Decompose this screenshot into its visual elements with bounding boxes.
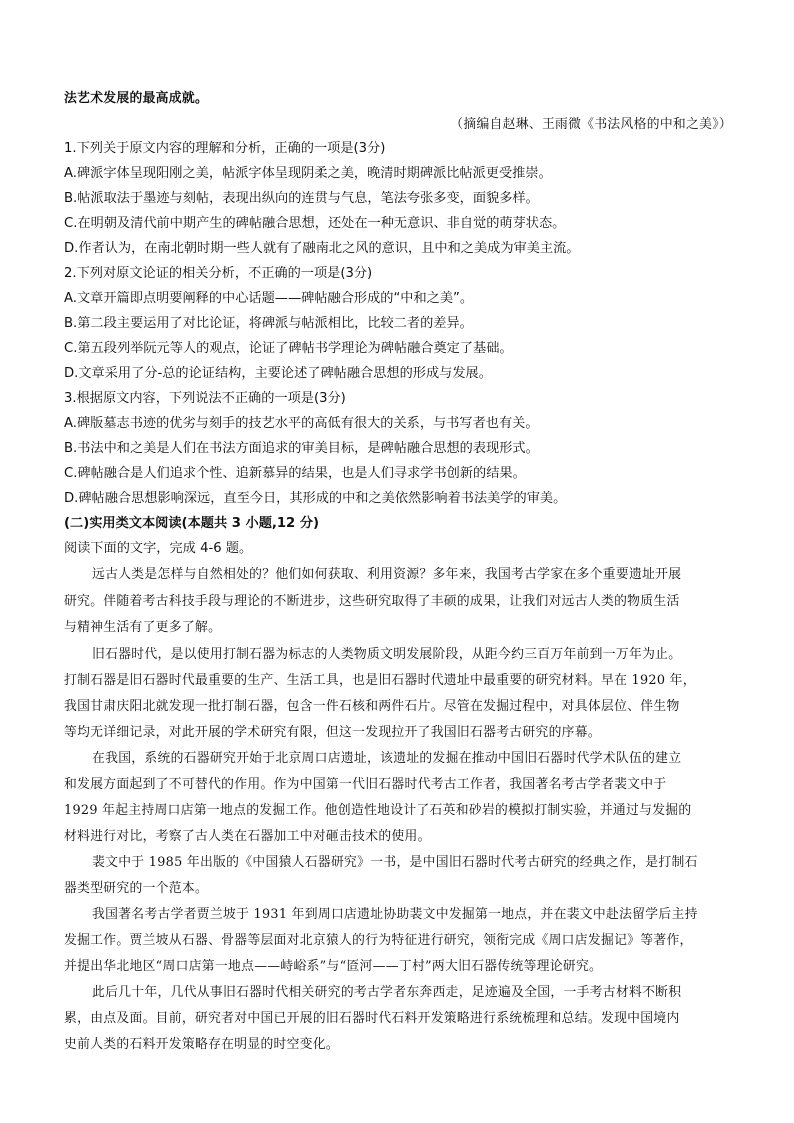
q3-stem: 3.根据原文内容，下列说法不正确的一项是(3分) bbox=[64, 391, 346, 406]
source-note: （摘编自赵琳、王雨微《书法风格的中和之美》） bbox=[450, 117, 732, 132]
passage2-p6-line1: 此后几十年，几代从事旧石器时代相关研究的考古学者东奔西走，足迹遍及全国，一手考古材料不断积 bbox=[92, 985, 682, 1000]
q2-option-d: D.文章采用了分-总的论证结构，主要论述了碑帖融合思想的形成与发展。 bbox=[64, 366, 492, 381]
q3-option-b: B.书法中和之美是人们在书法方面追求的审美目标，是碑帖融合思想的表现形式。 bbox=[64, 441, 539, 456]
q3-option-a: A.碑版墓志书迹的优劣与刻手的技艺水平的高低有很大的关系，与书写者也有关。 bbox=[64, 416, 539, 431]
passage2-p2-line2: 打制石器是旧石器时代最重要的生产、生活工具，也是旧石器时代遗址中最重要的研究材料。早在 1920 年， bbox=[64, 673, 696, 688]
passage2-p2-line4: 等均无详细记录，对此开展的学术研究有限，但这一发现拉开了我国旧石器考古研究的序幕。 bbox=[64, 725, 601, 740]
passage2-p5-line1: 我国著名考古学者贾兰坡于 1931 年到周口店遗址协助裴文中发掘第一地点，并在裴文中赴法留学后主持 bbox=[92, 907, 698, 922]
instruction: 阅读下面的文字，完成 4-6 题。 bbox=[64, 541, 253, 556]
passage2-p2-line3: 我国甘肃庆阳北就发现一批打制石器，包含一件石核和两件石片。尽管在发掘过程中，对具体层位、伴生物 bbox=[64, 699, 680, 714]
q3-option-d: D.碑帖融合思想影响深远，直至今日，其形成的中和之美依然影响着书法美学的审美。 bbox=[64, 491, 567, 506]
q3-option-c: C.碑帖融合是人们追求个性、追新慕异的结果，也是人们寻求学书创新的结果。 bbox=[64, 466, 526, 481]
q1-option-a: A.碑派字体呈现阳刚之美，帖派字体呈现阴柔之美，晚清时期碑派比帖派更受推崇。 bbox=[64, 166, 552, 181]
passage2-p1-line3: 与精神生活有了更多了解。 bbox=[64, 620, 222, 635]
passage2-p1-line2: 研究。伴随着考古科技手段与理论的不断进步，这些研究取得了丰硕的成果，让我们对远古人类的物质生活 bbox=[64, 594, 680, 609]
passage2-p3-line2: 和发展方面起到了不可替代的作用。作为中国第一代旧石器时代考古工作者，我国著名考古学者裴文中于 bbox=[64, 777, 667, 792]
q1-option-b: B.帖派取法于墨迹与刻帖，表现出纵向的连贯与气息，笔法夸张多变，面貌多样。 bbox=[64, 191, 539, 206]
passage2-p5-line2: 发掘工作。贾兰坡从石器、骨器等层面对北京猿人的行为特征进行研究，领衔完成《周口店发掘记》等著作， bbox=[64, 933, 693, 948]
q1-option-c: C.在明朝及清代前中期产生的碑帖融合思想，还处在一种无意识、非自觉的萌芽状态。 bbox=[64, 216, 566, 231]
section2-title: (二)实用类文本阅读(本题共 3 小题,12 分) bbox=[64, 516, 320, 531]
passage2-p6-line3: 史前人类的石料开发策略存在明显的时空变化。 bbox=[64, 1037, 340, 1052]
passage2-p3-line4: 材料进行对比，考察了古人类在石器加工中对砸击技术的使用。 bbox=[64, 829, 431, 844]
passage2-p3-line1: 在我国，系统的石器研究开始于北京周口店遗址，该遗址的发掘在推动中国旧石器时代学术队伍的建立 bbox=[92, 751, 682, 766]
q1-stem: 1.下列关于原文内容的理解和分析，正确的一项是(3分) bbox=[64, 141, 386, 156]
passage2-p3-line3: 1929 年起主持周口店第一地点的发掘工作。他创造性地设计了石英和砂岩的模拟打制实验，并通过与发掘的 bbox=[64, 803, 692, 818]
passage2-p6-line2: 累，由点及面。目前，研究者对中国已开展的旧石器时代石料开发策略进行系统梳理和总结。发现中国境内 bbox=[64, 1011, 680, 1026]
passage2-p4-line2: 器类型研究的一个范本。 bbox=[64, 881, 209, 896]
q2-option-c: C.第五段列举阮元等人的观点，论证了碑帖书学理论为碑帖融合奠定了基础。 bbox=[64, 341, 513, 356]
q1-option-d: D.作者认为，在南北朝时期一些人就有了融南北之风的意识，且中和之美成为审美主流。 bbox=[64, 241, 580, 256]
q2-option-a: A.文章开篇即点明要阐释的中心话题——碑帖融合形成的“中和之美”。 bbox=[64, 291, 474, 306]
q2-option-b: B.第二段主要运用了对比论证，将碑派与帖派相比，比较二者的差异。 bbox=[64, 316, 473, 331]
passage2-p2-line1: 旧石器时代，是以使用打制石器为标志的人类物质文明发展阶段，从距今约三百万年前到一万年为止。 bbox=[92, 647, 682, 662]
passage2-p4-line1: 裴文中于 1985 年出版的《中国猿人石器研究》一书，是中国旧石器时代考古研究的经典之作，是打制石 bbox=[92, 855, 698, 870]
passage2-p5-line3: 并提出华北地区“周口店第一地点——峙峪系”与“匼河——丁村”两大旧石器传统等理论研究。 bbox=[64, 959, 603, 974]
q2-stem: 2.下列对原文论证的相关分析，不正确的一项是(3分) bbox=[64, 266, 373, 281]
passage2-p1-line1: 远古人类是怎样与自然相处的？他们如何获取、利用资源？多年来，我国考古学家在多个重要遗址开展 bbox=[92, 567, 682, 582]
passage1-tail: 法艺术发展的最高成就。 bbox=[64, 91, 209, 106]
